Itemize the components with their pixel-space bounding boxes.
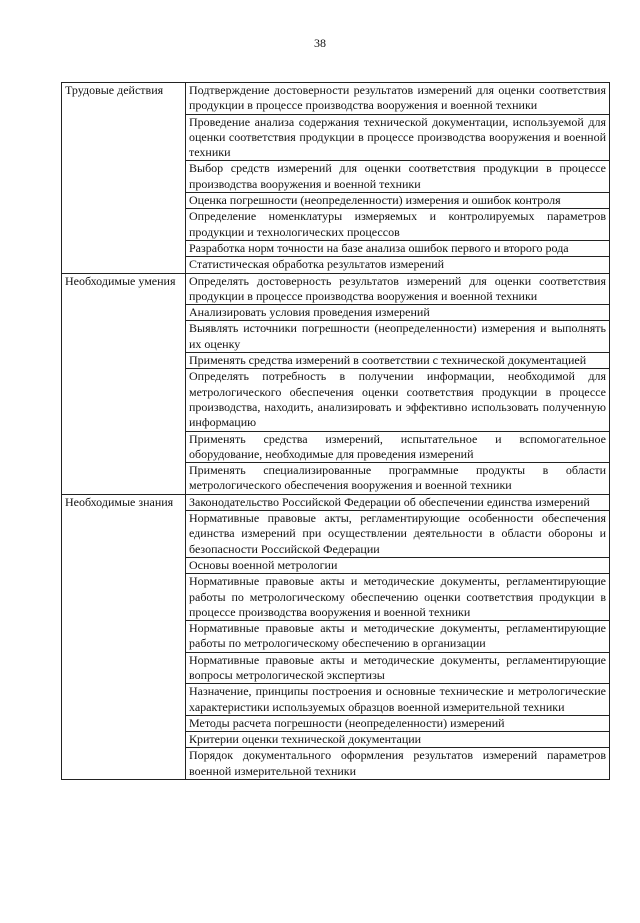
section-item: Законодательство Российской Федерации об обеспечении единства измерений (186, 494, 610, 510)
section-item: Основы военной метрологии (186, 557, 610, 573)
section-item: Нормативные правовые акты, регламентирующие особенности обеспечения единства измерений при осуществлении деятельности в области обороны и безопасности Российской Федерации (186, 511, 610, 558)
section-item: Определять достоверность результатов измерений для оценки соответствия продукции в процессе производства вооружения и военной техники (186, 273, 610, 305)
section-item: Статистическая обработка результатов измерений (186, 257, 610, 273)
section-label: Трудовые действия (62, 83, 186, 274)
table-row (62, 273, 610, 305)
section-item: Разработка норм точности на базе анализа ошибок первого и второго рода (186, 240, 610, 256)
section-item: Определение номенклатуры измеряемых и контролируемых параметров продукции и технологических процессов (186, 209, 610, 241)
section-item: Методы расчета погрешности (неопределенности) измерений (186, 715, 610, 731)
section-item: Оценка погрешности (неопределенности) измерения и ошибок контроля (186, 193, 610, 209)
section-label: Необходимые умения (62, 273, 186, 494)
table-row (62, 494, 610, 510)
section-label: Необходимые знания (62, 494, 186, 779)
page-number: 38 (314, 36, 326, 50)
section-item: Определять потребность в получении информации, необходимой для метрологического обеспечения оценки соответствия продукции в процессе производства, находить, анализировать и эффективно использовать полученную информацию (186, 369, 610, 431)
section-item: Выявлять источники погрешности (неопределенности) измерения и выполнять их оценку (186, 321, 610, 353)
section-item: Применять средства измерений в соответствии с технической документацией (186, 353, 610, 369)
section-item: Критерии оценки технической документации (186, 732, 610, 748)
section-item: Порядок документального оформления результатов измерений параметров военной измерительной техники (186, 748, 610, 780)
requirements-table (61, 82, 610, 780)
requirements-table-body (62, 83, 610, 780)
section-item: Выбор средств измерений для оценки соответствия продукции в процессе производства вооружения и военной техники (186, 161, 610, 193)
section-item: Назначение, принципы построения и основные технические и метрологические характеристики используемых образцов военной измерительной техники (186, 684, 610, 716)
section-item: Нормативные правовые акты и методические документы, регламентирующие работы по метрологическому обеспечению в организации (186, 621, 610, 653)
section-item: Анализировать условия проведения измерений (186, 305, 610, 321)
section-item: Применять специализированные программные продукты в области метрологического обеспечения вооружения и военной техники (186, 463, 610, 495)
section-item: Применять средства измерений, испытательное и вспомогательное оборудование, необходимые для проведения измерений (186, 431, 610, 463)
section-item: Нормативные правовые акты и методические документы, регламентирующие работы по метрологическому обеспечению оценки соответствия продукции в процессе производства вооружения и военной техники (186, 574, 610, 621)
section-item: Нормативные правовые акты и методические документы, регламентирующие вопросы метрологической экспертизы (186, 652, 610, 684)
table-row (62, 83, 610, 115)
section-item: Проведение анализа содержания технической документации, используемой для оценки соответствия продукции в процессе производства вооружения и военной техники (186, 114, 610, 161)
section-item: Подтверждение достоверности результатов измерений для оценки соответствия продукции в процессе производства вооружения и военной техники (186, 83, 610, 115)
